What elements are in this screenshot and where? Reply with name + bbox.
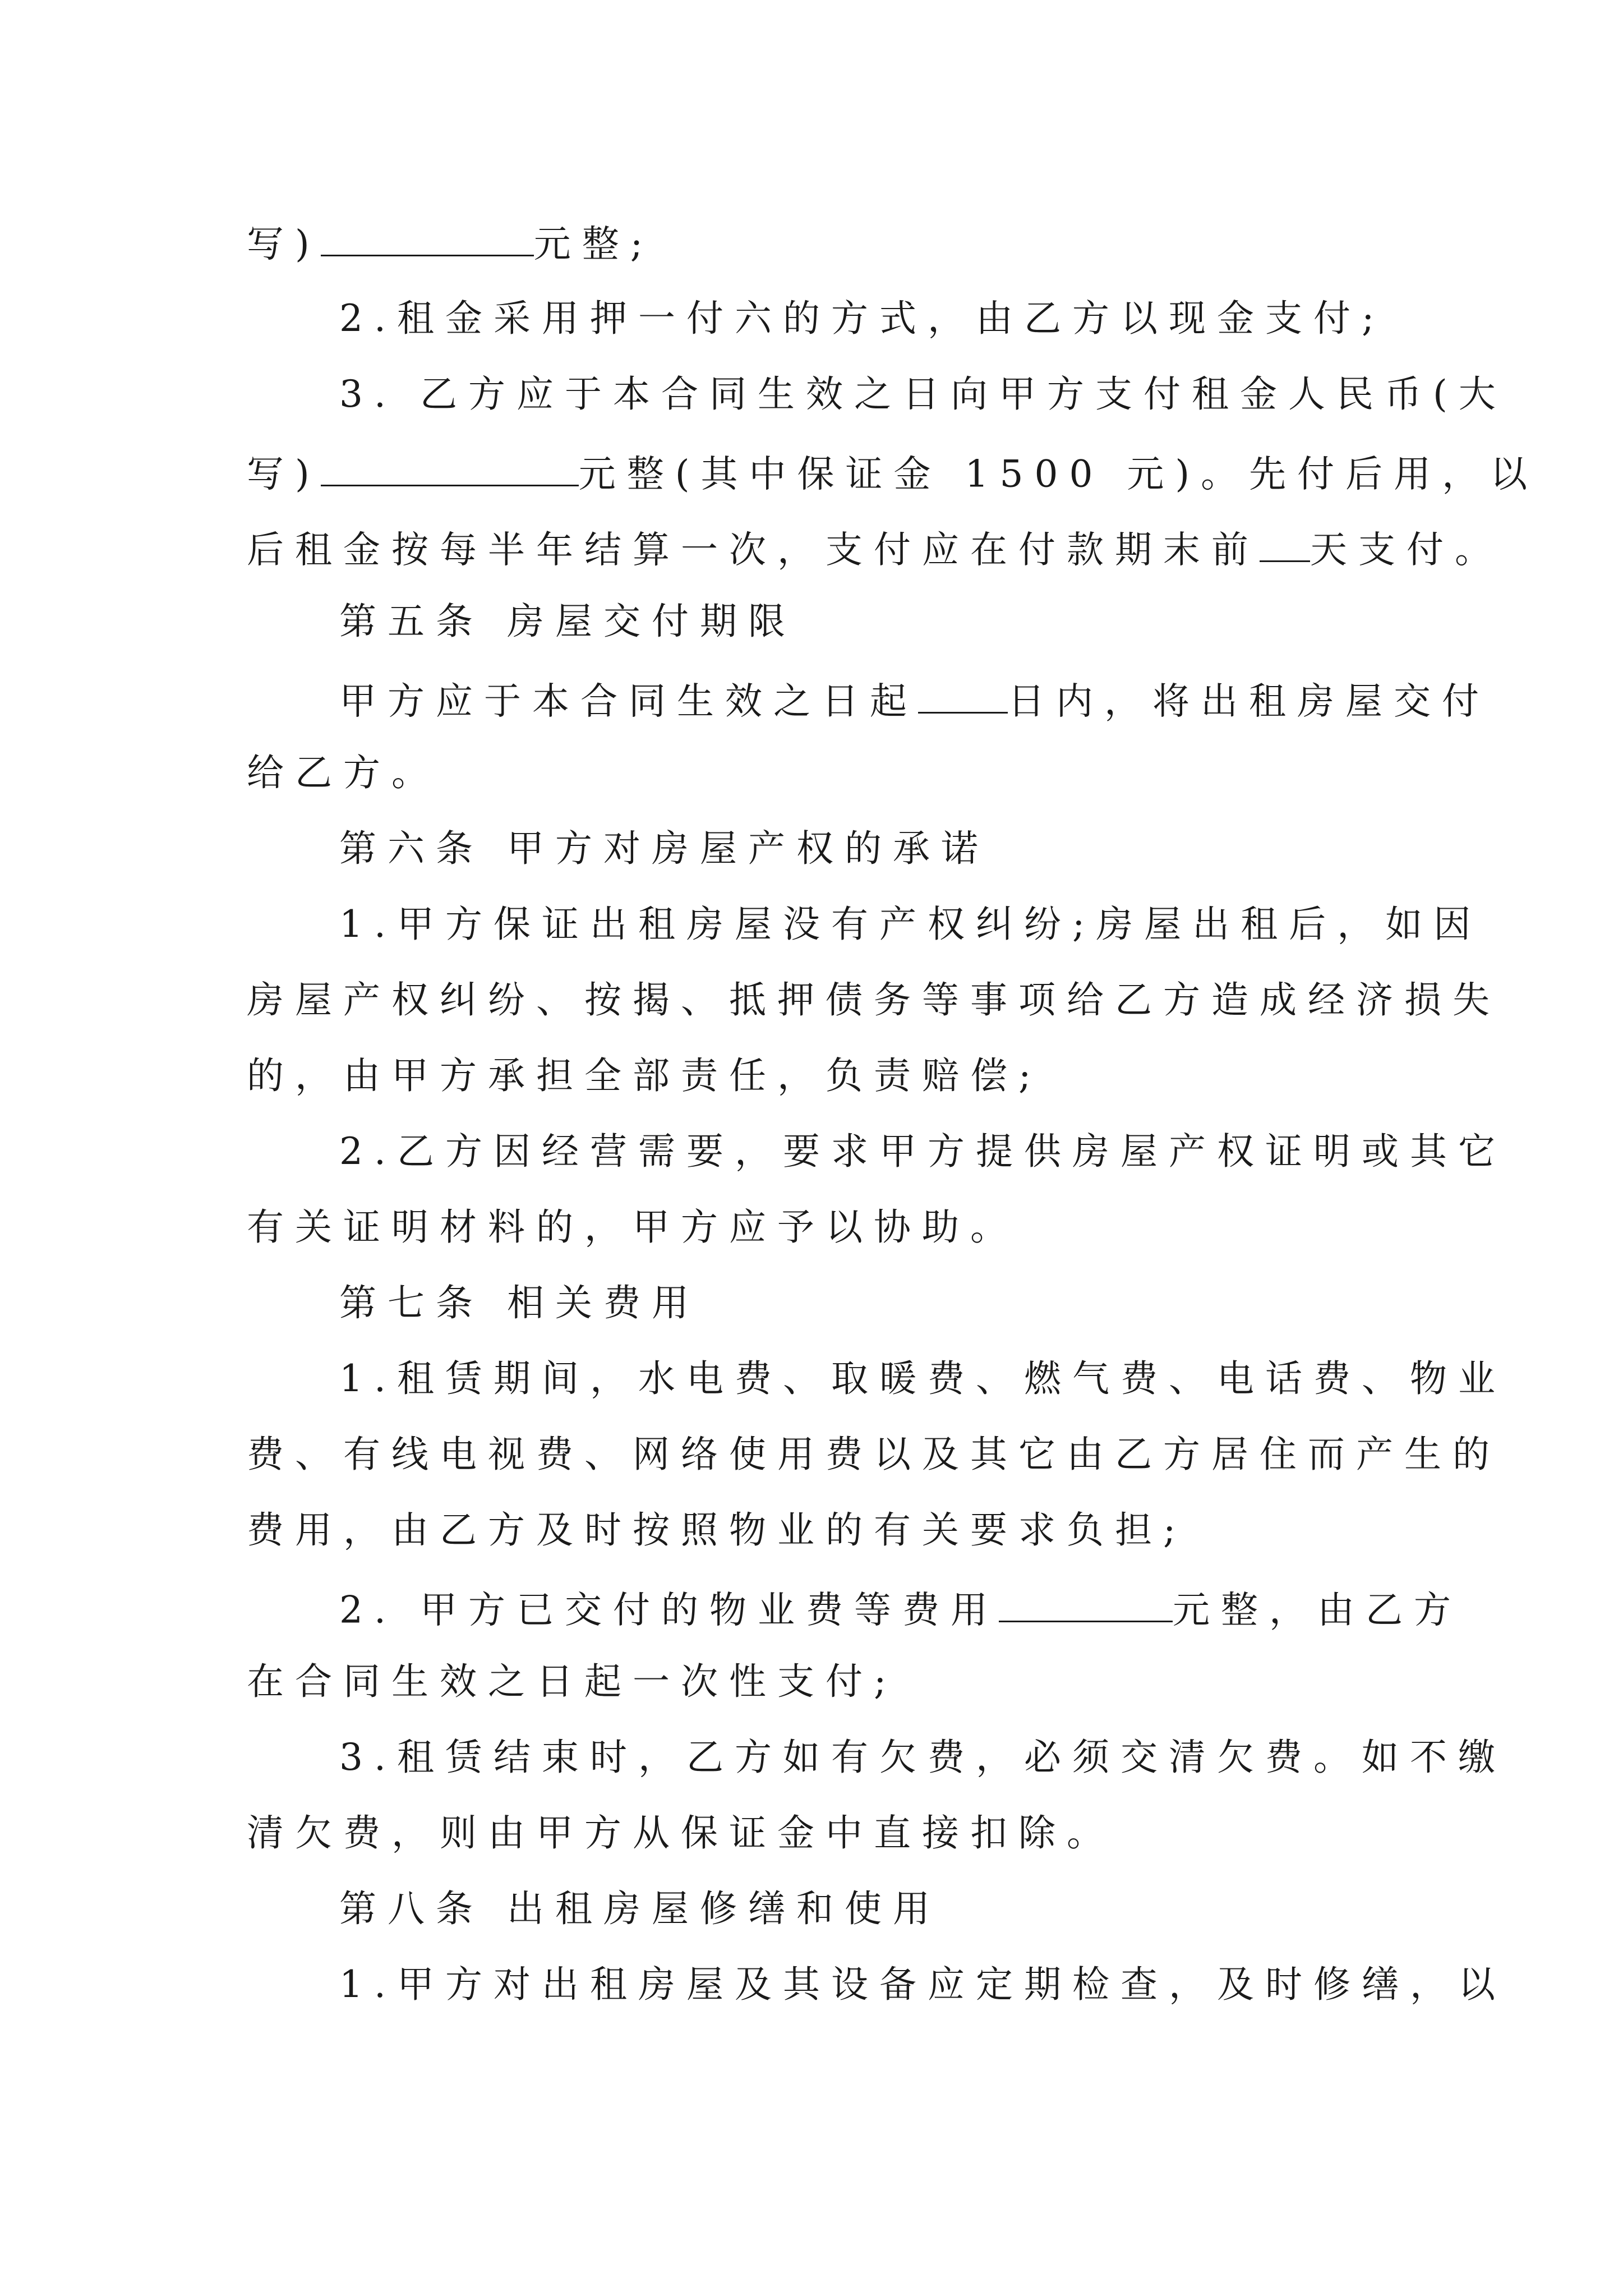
text-line: 1.甲方保证出租房屋没有产权纠纷;房屋出租后，如因	[339, 903, 1482, 946]
section-heading: 第八条 出租房屋修缮和使用	[339, 1887, 941, 1930]
text-segment: 天支付。	[1310, 528, 1503, 572]
text-line: 有关证明材料的，甲方应予以协助。	[247, 1205, 1018, 1249]
text-segment: 元整(其中保证金 1500 元)。先付后用，以	[578, 452, 1539, 496]
text-line	[247, 527, 1503, 572]
fill-in-blank	[999, 1588, 1173, 1622]
text-line: 费、有线电视费、网络使用费以及其它由乙方居住而产生的	[247, 1433, 1501, 1476]
section-heading: 第五条 房屋交付期限	[339, 600, 796, 643]
section-heading: 第七条 相关费用	[339, 1281, 700, 1324]
text-segment: 日内，将出租房屋交付	[1008, 679, 1490, 723]
text-line: 2.租金采用押一付六的方式，由乙方以现金支付;	[339, 297, 1386, 340]
fill-in-blank	[321, 222, 534, 256]
section-heading: 第六条 甲方对房屋产权的承诺	[339, 827, 989, 870]
text-segment: 甲方应于本合同生效之日起	[339, 679, 918, 723]
text-line: 在合同生效之日起一次性支付;	[247, 1660, 898, 1703]
text-segment: 写)	[247, 222, 321, 266]
fill-in-blank	[918, 679, 1008, 714]
text-line: 房屋产权纠纷、按揭、抵押债务等事项给乙方造成经济损失	[247, 978, 1501, 1022]
text-segment: 写)	[247, 452, 321, 496]
text-line: 1.甲方对出租房屋及其设备应定期检查，及时修缮，以	[339, 1963, 1506, 2006]
text-segment: 2. 甲方已交付的物业费等费用	[339, 1588, 999, 1632]
text-line: 的，由甲方承担全部责任，负责赔偿;	[247, 1054, 1043, 1097]
text-segment: 元整，由乙方	[1172, 1588, 1462, 1632]
text-line	[339, 679, 1490, 723]
text-segment: 后租金按每半年结算一次，支付应在付款期末前	[247, 528, 1260, 572]
fill-in-blank	[1260, 527, 1310, 562]
text-line	[339, 1588, 1462, 1632]
text-line: 1.租赁期间，水电费、取暖费、燃气费、电话费、物业	[339, 1357, 1506, 1400]
text-line: 给乙方。	[247, 751, 440, 794]
text-line: 3.租赁结束时，乙方如有欠费，必须交清欠费。如不缴	[339, 1736, 1506, 1779]
text-segment: 元整;	[533, 222, 654, 266]
text-line	[247, 222, 654, 266]
fill-in-blank	[321, 452, 579, 486]
text-line: 清欠费，则由甲方从保证金中直接扣除。	[247, 1811, 1115, 1855]
text-line	[247, 452, 1539, 496]
text-line: 费用，由乙方及时按照物业的有关要求负担;	[247, 1508, 1187, 1552]
text-line: 3. 乙方应于本合同生效之日向甲方支付租金人民币(大	[339, 372, 1507, 416]
text-line: 2.乙方因经营需要，要求甲方提供房屋产权证明或其它	[339, 1130, 1506, 1173]
